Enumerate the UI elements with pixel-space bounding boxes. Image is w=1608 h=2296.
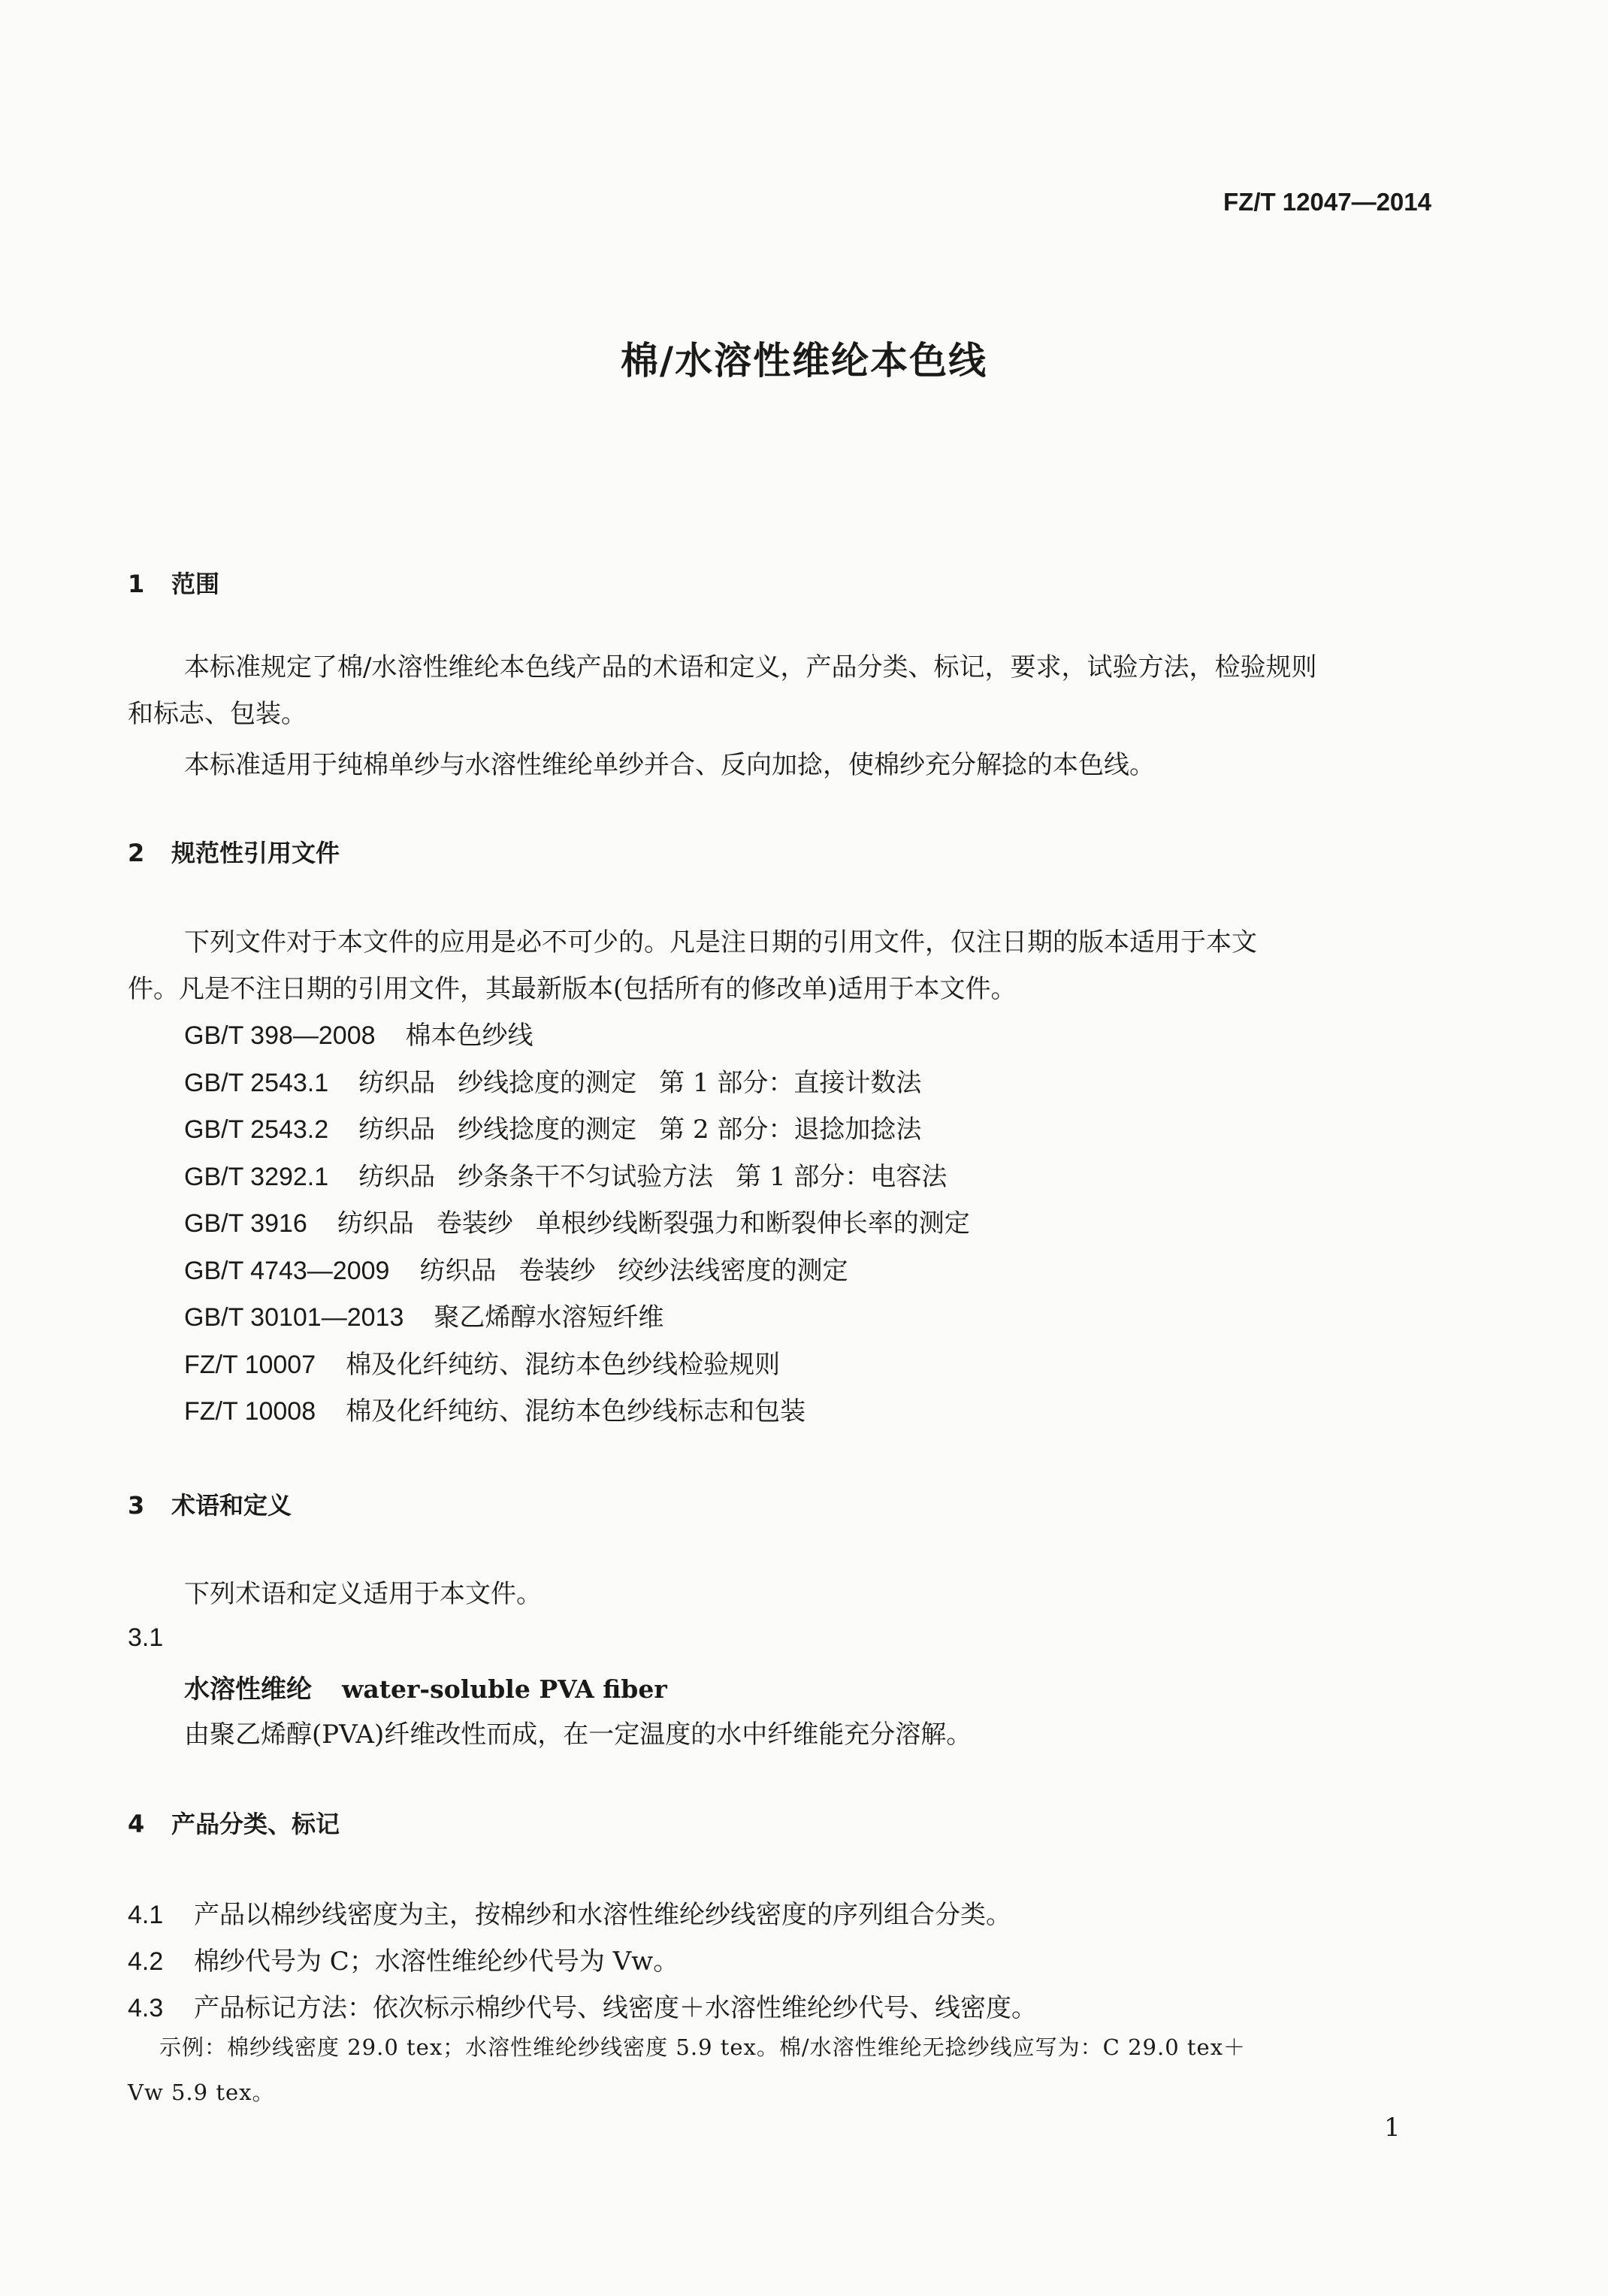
reference-code: FZ/T 10007 bbox=[184, 1351, 316, 1379]
reference-code: GB/T 3292.1 bbox=[184, 1163, 329, 1191]
reference-title: 绞纱法线密度的测定 bbox=[618, 1256, 848, 1286]
section-heading-normative-references bbox=[128, 834, 340, 869]
reference-title: 纺织品 bbox=[337, 1209, 414, 1239]
page-number: 1 bbox=[1384, 2113, 1401, 2143]
section-heading-classification bbox=[128, 1805, 340, 1840]
classification-item bbox=[128, 1987, 1037, 2024]
reference-title: 纱条条干不匀试验方法 bbox=[458, 1162, 714, 1192]
scope-paragraph-2: 本标准适用于纯棉单纱与水溶性维纶单纱并合、反向加捻，使棉纱充分解捻的本色线。 bbox=[184, 750, 1155, 780]
clause-text: 产品以棉纱线密度为主，按棉纱和水溶性维纶纱线密度的序列组合分类。 bbox=[194, 1900, 1011, 1930]
term-item-number: 3.1 bbox=[128, 1623, 164, 1652]
reference-title: 纺织品 bbox=[358, 1162, 436, 1192]
section-heading-terms bbox=[128, 1487, 292, 1521]
scope-paragraph-1-line-1: 本标准规定了棉/水溶性维纶本色线产品的术语和定义，产品分类、标记，要求，试验方法，检验规则 bbox=[184, 652, 1317, 682]
section-title: 范围 bbox=[171, 570, 220, 598]
reference-code: GB/T 398—2008 bbox=[184, 1021, 376, 1050]
clause-number: 4.1 bbox=[128, 1901, 164, 1929]
example-line-2: Vw 5.9 tex。 bbox=[128, 2080, 275, 2105]
reference-title: 纺织品 bbox=[419, 1256, 497, 1286]
classification-item bbox=[128, 1941, 679, 1977]
reference-item bbox=[184, 1156, 947, 1193]
reference-item bbox=[184, 1250, 848, 1287]
reference-code: GB/T 2543.1 bbox=[184, 1069, 329, 1097]
scope-paragraph-1-line-2: 和标志、包装。 bbox=[128, 699, 307, 729]
section-title: 术语和定义 bbox=[171, 1491, 292, 1520]
clause-number: 4.2 bbox=[128, 1947, 164, 1976]
section-number: 4 bbox=[128, 1810, 145, 1838]
reference-code: GB/T 30101—2013 bbox=[184, 1303, 404, 1332]
reference-title: 棉本色纱线 bbox=[405, 1021, 533, 1051]
reference-item bbox=[184, 1390, 806, 1427]
norm-refs-intro-line-2: 件。凡是不注日期的引用文件，其最新版本(包括所有的修改单)适用于本文件。 bbox=[128, 974, 1017, 1004]
reference-item bbox=[184, 1062, 921, 1099]
reference-title: 纱线捻度的测定 bbox=[458, 1115, 637, 1145]
reference-title: 棉及化纤纯纺、混纺本色纱线标志和包装 bbox=[346, 1396, 806, 1426]
reference-title: 第 1 部分：电容法 bbox=[736, 1162, 948, 1192]
standard-number: FZ/T 12047—2014 bbox=[1223, 188, 1431, 216]
section-heading-scope bbox=[128, 565, 219, 600]
reference-item bbox=[184, 1109, 921, 1145]
reference-code: GB/T 3916 bbox=[184, 1209, 307, 1238]
clause-text: 产品标记方法：依次标示棉纱代号、线密度＋水溶性维纶纱代号、线密度。 bbox=[194, 1993, 1037, 2023]
section-number: 1 bbox=[128, 570, 145, 598]
reference-item bbox=[184, 1015, 533, 1051]
reference-title: 卷装纱 bbox=[436, 1209, 513, 1239]
reference-title: 聚乙烯醇水溶短纤维 bbox=[434, 1302, 664, 1333]
section-number: 3 bbox=[128, 1491, 145, 1520]
reference-title: 第 2 部分：退捻加捻法 bbox=[659, 1115, 922, 1145]
term-chinese: 水溶性维纶 bbox=[184, 1674, 312, 1705]
section-title: 产品分类、标记 bbox=[171, 1810, 340, 1838]
reference-item bbox=[184, 1344, 780, 1381]
term-definition: 由聚乙烯醇(PVA)纤维改性而成，在一定温度的水中纤维能充分溶解。 bbox=[184, 1720, 972, 1750]
reference-code: FZ/T 10008 bbox=[184, 1397, 316, 1426]
document-title: 棉/水溶性维纶本色线 bbox=[620, 339, 988, 383]
reference-item bbox=[184, 1202, 970, 1239]
classification-item bbox=[128, 1894, 1011, 1931]
term-english: water-soluble PVA fiber bbox=[342, 1674, 667, 1704]
reference-title: 纺织品 bbox=[358, 1115, 436, 1145]
reference-title: 纺织品 bbox=[358, 1068, 436, 1098]
terms-intro: 下列术语和定义适用于本文件。 bbox=[184, 1579, 542, 1609]
reference-code: GB/T 4743—2009 bbox=[184, 1257, 390, 1285]
reference-code: GB/T 2543.2 bbox=[184, 1115, 329, 1144]
term-heading bbox=[184, 1668, 667, 1705]
reference-title: 卷装纱 bbox=[518, 1256, 596, 1286]
norm-refs-intro-line-1: 下列文件对于本文件的应用是必不可少的。凡是注日期的引用文件，仅注日期的版本适用于本文 bbox=[184, 927, 1257, 957]
section-number: 2 bbox=[128, 839, 145, 867]
reference-title: 第 1 部分：直接计数法 bbox=[659, 1068, 922, 1098]
reference-item bbox=[184, 1296, 663, 1333]
reference-title: 单根纱线断裂强力和断裂伸长率的测定 bbox=[535, 1209, 970, 1239]
section-title: 规范性引用文件 bbox=[171, 839, 340, 867]
reference-title: 棉及化纤纯纺、混纺本色纱线检验规则 bbox=[346, 1350, 781, 1380]
clause-text: 棉纱代号为 C；水溶性维纶纱代号为 Vw。 bbox=[194, 1947, 679, 1977]
example-line-1: 示例：棉纱线密度 29.0 tex；水溶性维纶纱线密度 5.9 tex。棉/水溶性维纶无捻纱线应写为：C 29.0 tex＋ bbox=[159, 2034, 1247, 2060]
clause-number: 4.3 bbox=[128, 1994, 164, 2022]
reference-title: 纱线捻度的测定 bbox=[458, 1068, 637, 1098]
